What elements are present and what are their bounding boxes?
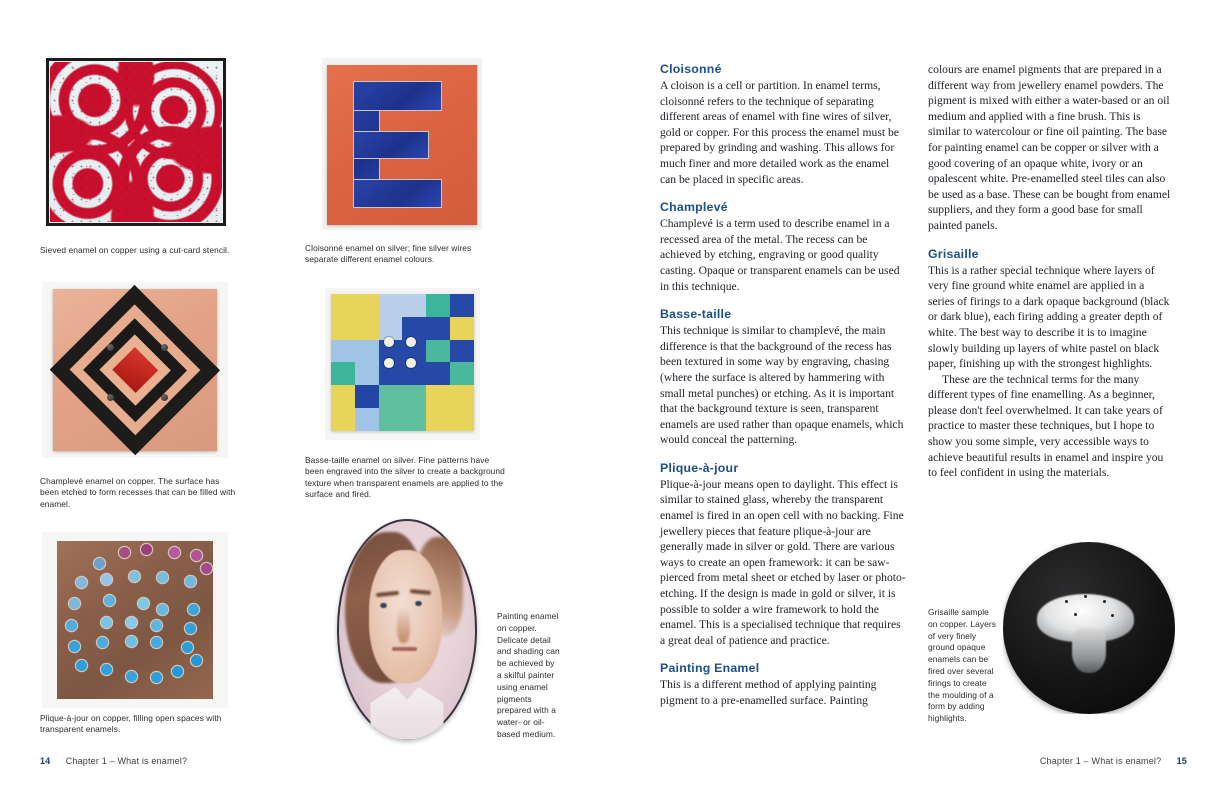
- cloisonne-letter-middle-arm: [354, 132, 428, 158]
- cloisonne-letter-bottom-arm: [354, 180, 441, 207]
- portrait-nose: [397, 607, 410, 642]
- grisaille-stem-form: [1072, 628, 1106, 673]
- plique-dot: [97, 637, 108, 648]
- folio-right-page: [1040, 756, 1187, 766]
- figure-champleve-copper: [42, 282, 228, 458]
- plique-dot: [101, 574, 112, 585]
- plique-dot: [76, 660, 87, 671]
- body-grisaille-closing: These are the technical terms for the many different types of fine enamelling. As a beginner, please don't feel overwhelmed. It can take years of practice to master these techniques, but I hope to show you some simple, very accessible ways to achieve beautiful results in enamel and inspire you to feel confident in using the materials.: [928, 372, 1164, 480]
- portrait-oval: [337, 519, 478, 740]
- plique-dot: [69, 598, 80, 609]
- body-painting-enamel-continued: colours are enamel pigments that are prepared in a different way from jewellery enamel powders. The pigment is mixed with either a water-based or an oil medium and applied with a fine brush. This is similar to watercolour or fine oil painting. The base for painting enamel can be copper or silver with a good covering of an opaque white, ivory or an opalescent white. Pre-enamelled steel tiles can also be used as a base. These can be bought from enamel suppliers, and they form a good base for small painted panels.: [928, 63, 1171, 232]
- caption-plique-a-jour-copper: Plique-à-jour on copper, filling open spaces with transparent enamels.: [40, 713, 222, 735]
- plique-dot: [151, 620, 162, 631]
- champleve-rivet: [107, 394, 114, 401]
- plique-dot: [188, 604, 199, 615]
- text-column-right: [928, 62, 1172, 481]
- portrait-chin: [384, 656, 423, 687]
- caption-painting-enamel-portrait: Painting enamel on copper. Delicate detail and shading can be achieved by a skilful painter using enamel pigments prepared with a water- or oil-based medium.: [497, 611, 560, 739]
- plique-dot: [169, 547, 180, 558]
- caption-basse-taille-silver: Basse-taille enamel on silver. Fine patterns have been engraved into the silver to create a background texture when transparent enamels are applied to the surface and fired.: [305, 455, 505, 500]
- plique-dot: [151, 637, 162, 648]
- caption-grisaille-sample: Grisaille sample on copper. Layers of very finely ground opaque enamels can be fired over several firings to create the moulding of a form by adding highlights.: [928, 607, 997, 724]
- plique-dot: [182, 642, 193, 653]
- plique-dot: [104, 595, 115, 606]
- grisaille-spot: [1074, 613, 1077, 616]
- text-column-left: [660, 62, 906, 709]
- plique-dot: [138, 598, 149, 609]
- plique-dot: [101, 617, 112, 628]
- cloisonne-letter-top-arm: [354, 82, 441, 109]
- figure-sieved-enamel-roses: [46, 58, 226, 226]
- portrait-eye: [379, 603, 388, 608]
- basse-taille-dot: [406, 337, 416, 347]
- section-plique-a-jour: [660, 461, 906, 649]
- caption-sieved-enamel-roses: Sieved enamel on copper using a cut-card stencil.: [40, 245, 230, 255]
- running-head-left: Chapter 1 – What is enamel?: [65, 756, 188, 766]
- portrait-collar: [370, 687, 443, 740]
- plique-dot: [151, 672, 162, 683]
- plique-dot: [201, 563, 212, 574]
- plique-dot: [126, 671, 137, 682]
- body-basse-taille: This technique is similar to champlevé, the main difference is that the background of the recess has been textured in some way by engraving, chasing (where the surface is altered by hammering with small metal punches) or etching. As it is important that the background texture is seen, transparent enamels are used rather than opaque enamels, which would conceal the patterning.: [660, 324, 904, 447]
- basse-taille-dots: [381, 334, 421, 374]
- plique-dot: [141, 544, 152, 555]
- figure-painting-enamel-portrait: [327, 512, 487, 747]
- champleve-rivet: [161, 344, 168, 351]
- plique-tile: [57, 541, 213, 699]
- basse-taille-dot: [384, 337, 394, 347]
- basse-taille-dot: [384, 358, 394, 368]
- champleve-rivet: [161, 394, 168, 401]
- plique-dot: [126, 636, 137, 647]
- body-grisaille: This is a rather special technique where layers of very fine ground white enamel are applied in a series of firings to a dark opaque background (black or dark blue), each firing adding a greater depth of white. The best way to describe it is to imagine slowly building up layers of white pastel on black paper, finishing up with the strongest highlights.: [928, 263, 1170, 371]
- basse-taille-dot: [406, 358, 416, 368]
- plique-dot: [101, 664, 112, 675]
- body-champleve: Champlevé is a term used to describe enamel in a recessed area of the metal. The recess can be achieved by etching, engraving or good quality casting. Opaque or transparent enamels can be used in this technique.: [660, 217, 900, 293]
- plique-dot: [185, 623, 196, 634]
- figure-grisaille-sample: [1003, 542, 1175, 714]
- folio-number-right: 15: [1176, 756, 1187, 766]
- section-champleve: [660, 200, 906, 294]
- plique-dot: [157, 604, 168, 615]
- plique-dot: [191, 550, 202, 561]
- champleve-tile: [53, 289, 217, 451]
- figure-basse-taille-silver: [325, 288, 480, 440]
- plique-dot: [94, 558, 105, 569]
- portrait-eye: [414, 601, 423, 606]
- rose-enamel-speckle: [50, 62, 222, 222]
- grisaille-disc: [1003, 542, 1175, 714]
- heading-painting-enamel: Painting Enamel: [660, 661, 760, 676]
- running-head-right: Chapter 1 – What is enamel?: [1039, 756, 1162, 766]
- folio-number-left: 14: [40, 756, 51, 766]
- plique-dot: [69, 641, 80, 652]
- section-painting-enamel: [660, 661, 906, 708]
- caption-champleve-copper: Champlevé enamel on copper. The surface has been etched to form recesses that can be filled with enamel.: [40, 476, 236, 509]
- figure-cloisonne-silver-e: [322, 58, 482, 230]
- folio-left-page: [40, 756, 187, 766]
- body-cloisonne: A cloison is a cell or partition. In enamel terms, cloisonné refers to the technique of separating different areas of enamel with fine wires of silver, gold or copper. For this process the enamel must be prepared by grinding and washing. This allows for much finer and more detailed work as the enamel can be placed in specific areas.: [660, 79, 899, 186]
- heading-basse-taille: Basse-taille: [660, 307, 732, 322]
- heading-plique-a-jour: Plique-à-jour: [660, 460, 739, 475]
- section-painting-enamel-continued: [928, 62, 1172, 234]
- heading-grisaille: Grisaille: [928, 246, 979, 261]
- heading-cloisonne: Cloisonné: [660, 62, 722, 76]
- caption-cloisonne-silver-e: Cloisonné enamel on silver; fine silver wires separate different enamel colours.: [305, 243, 472, 265]
- plique-dot: [157, 572, 168, 583]
- plique-dot: [172, 666, 183, 677]
- section-grisaille: [928, 247, 1172, 481]
- plique-dot: [119, 547, 130, 558]
- section-cloisonne: [660, 62, 906, 187]
- figure-plique-a-jour-copper: [42, 532, 228, 708]
- cloisonne-tile: [327, 65, 477, 225]
- section-basse-taille: [660, 307, 906, 448]
- plique-dot: [191, 655, 202, 666]
- plique-dot: [66, 620, 77, 631]
- plique-dot: [129, 571, 140, 582]
- body-plique-a-jour: Plique-à-jour means open to daylight. This effect is similar to stained glass, whereby the transparent enamel is fired in an open cell with no backing. Fine jewellery pieces that feature plique-à-jour are generally made in silver or gold. There are various ways to create an open framework: it can be saw-pierced from metal sheet or etched by laser or photo-etching. If the design is made in gold or silver, it is possible to solder a wire framework to hold the enamel. This is a specialised technique that requires a great deal of patience and practice.: [660, 477, 906, 647]
- heading-champleve: Champlevé: [660, 200, 728, 215]
- plique-dot: [76, 577, 87, 588]
- plique-dot: [185, 576, 196, 587]
- body-painting-enamel: This is a different method of applying painting pigment to a pre-enamelled surface. Painting: [660, 678, 877, 707]
- portrait-mouth: [392, 647, 417, 651]
- plique-dot: [126, 617, 137, 628]
